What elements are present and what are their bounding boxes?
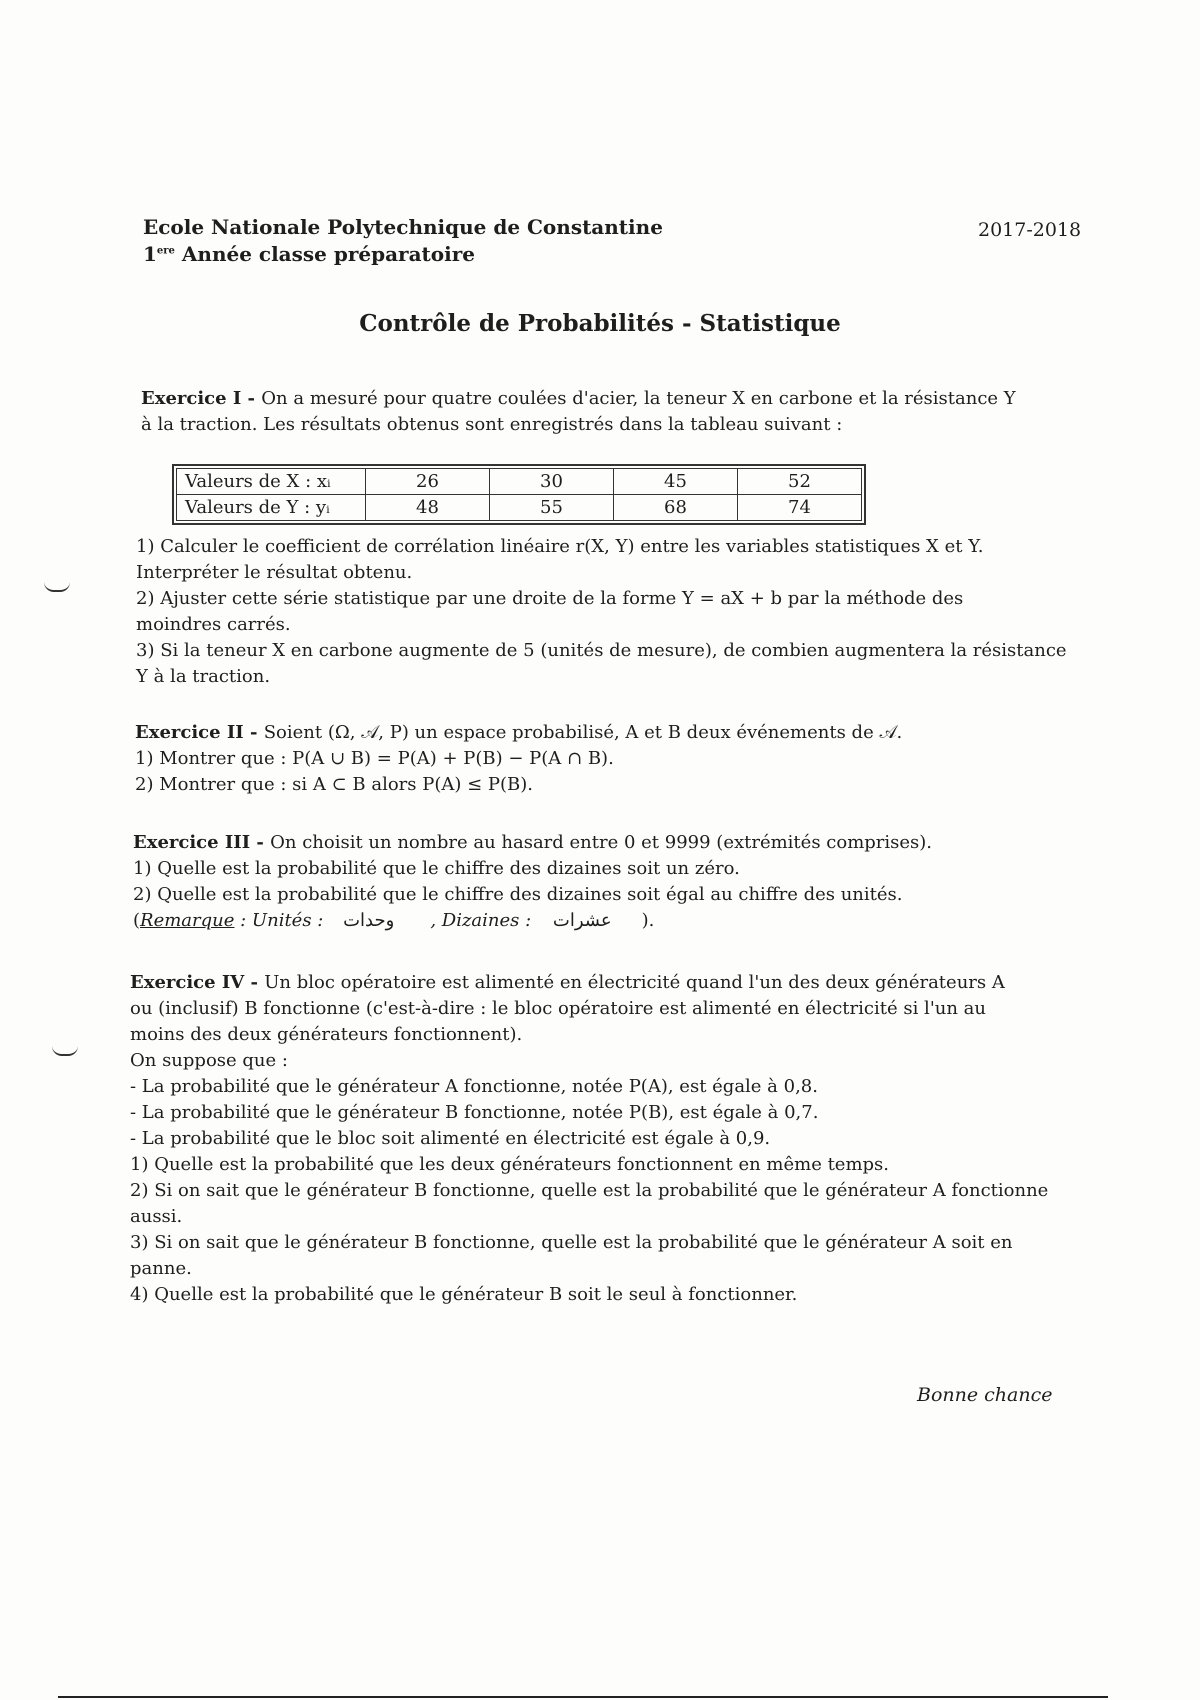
exercise-1 — [141, 386, 1071, 438]
row-x-label: Valeurs de X : xᵢ — [177, 469, 366, 495]
x-value-1: 26 — [366, 469, 490, 495]
remark-label: Remarque — [140, 910, 235, 931]
exercise-2-intro: Soient (Ω, 𝒜, P) un espace probabilisé, A et B deux événements de 𝒜. — [263, 722, 903, 743]
exercise-4-intro-line-3: moins des deux générateurs fonctionnent). — [130, 1024, 523, 1045]
ex2-q2: 2) Montrer que : si A ⊂ B alors P(A) ≤ P(B). — [135, 774, 534, 795]
row-y-label: Valeurs de Y : yᵢ — [177, 495, 366, 521]
exercise-4 — [130, 970, 1075, 1308]
exam-title: Contrôle de Probabilités - Statistique — [359, 310, 841, 337]
academic-year: 2017-2018 — [978, 219, 1082, 241]
x-value-4: 52 — [738, 469, 862, 495]
data-table — [176, 468, 862, 521]
closing-note: Bonne chance — [917, 1384, 1053, 1406]
exercise-1-heading: Exercice I - — [141, 388, 262, 409]
remark-units-arabic: وحدات — [343, 910, 395, 931]
exercise-3-intro: On choisit un nombre au hasard entre 0 et 9999 (extrémités comprises). — [270, 832, 933, 853]
exercise-4-intro-line-2: ou (inclusif) B fonctionne (c'est-à-dire : le bloc opératoire est alimenté en électricité si l'un au — [130, 998, 986, 1019]
ex1-q2-line-1: 2) Ajuster cette série statistique par une droite de la forme Y = aX + b par la méthode des — [136, 588, 964, 609]
ex3-q2: 2) Quelle est la probabilité que le chiffre des dizaines soit égal au chiffre des unités. — [133, 884, 903, 905]
bottom-rule — [58, 1696, 1108, 1698]
ex4-q4: 4) Quelle est la probabilité que le générateur B soit le seul à fonctionner. — [130, 1284, 798, 1305]
exercise-2 — [135, 720, 1075, 798]
table-row-x — [177, 469, 862, 495]
punch-hole-mark — [44, 582, 70, 592]
ex1-q1-line-2: Interpréter le résultat obtenu. — [136, 562, 413, 583]
ex4-hypothesis-3: - La probabilité que le bloc soit alimenté en électricité est égale à 0,9. — [130, 1128, 771, 1149]
table-row-y — [177, 495, 862, 521]
y-value-2: 55 — [490, 495, 614, 521]
exercise-4-heading: Exercice IV - — [130, 972, 265, 993]
ex4-q1: 1) Quelle est la probabilité que les deux générateurs fonctionnent en même temps. — [130, 1154, 890, 1175]
exercise-3-intro-line — [133, 830, 1073, 856]
y-value-3: 68 — [614, 495, 738, 521]
ex1-q3-line-2: Y à la traction. — [136, 666, 271, 687]
exercise-4-intro-line-1 — [130, 970, 1075, 996]
data-table-frame — [172, 464, 866, 525]
ex1-q3-line-1: 3) Si la teneur X en carbone augmente de 5 (unités de mesure), de combien augmentera la résistance — [136, 640, 1067, 661]
ex4-q3-line-1: 3) Si on sait que le générateur B fonctionne, quelle est la probabilité que le générateur A soit en — [130, 1232, 1013, 1253]
class-level — [143, 242, 475, 266]
ex4-q2-line-2: aussi. — [130, 1206, 183, 1227]
exercise-3-heading: Exercice III - — [133, 832, 271, 853]
exercise-1-intro-line-2: à la traction. Les résultats obtenus sont enregistrés dans la tableau suivant : — [141, 414, 843, 435]
class-level-text: Année classe préparatoire — [174, 242, 475, 266]
y-value-4: 74 — [738, 495, 862, 521]
ex4-q2-line-1: 2) Si on sait que le générateur B fonctionne, quelle est la probabilité que le générateur A fonctionne — [130, 1180, 1049, 1201]
ex1-q2-line-2: moindres carrés. — [136, 614, 291, 635]
exercise-1-questions — [136, 534, 1076, 690]
ex4-q3-line-2: panne. — [130, 1258, 192, 1279]
ex4-hypothesis-2: - La probabilité que le générateur B fonctionne, notée P(B), est égale à 0,7. — [130, 1102, 819, 1123]
x-value-3: 45 — [614, 469, 738, 495]
remark-units-label: : Unités : — [234, 910, 324, 931]
exercise-3 — [133, 830, 1073, 934]
y-value-1: 48 — [366, 495, 490, 521]
class-level-number: 1 — [143, 242, 157, 266]
exercise-1-intro: On a mesuré pour quatre coulées d'acier, la teneur X en carbone et la résistance Y — [261, 388, 1016, 409]
exercise-2-intro-line — [135, 720, 1075, 746]
class-level-sup: ere — [156, 245, 175, 257]
punch-hole-mark — [52, 1046, 78, 1056]
exercise-1-intro-line-1 — [141, 386, 1071, 412]
x-value-2: 30 — [490, 469, 614, 495]
exercise-2-heading: Exercice II - — [135, 722, 264, 743]
remark-tens-arabic: عشرات — [552, 910, 612, 931]
ex2-q1: 1) Montrer que : P(A ∪ B) = P(A) + P(B) − P(A ∩ B). — [135, 748, 614, 769]
ex4-hypothesis-1: - La probabilité que le générateur A fonctionne, notée P(A), est égale à 0,8. — [130, 1076, 818, 1097]
ex3-remark: (Remarque : Unités : وحدات , Dizaines : عشرات ). — [133, 910, 655, 931]
ex4-suppose: On suppose que : — [130, 1050, 288, 1071]
exercise-4-intro: Un bloc opératoire est alimenté en électricité quand l'un des deux générateurs A — [264, 972, 1005, 993]
remark-tens-label: , Dizaines : — [430, 910, 532, 931]
ex3-q1: 1) Quelle est la probabilité que le chiffre des dizaines soit un zéro. — [133, 858, 740, 879]
school-name: Ecole Nationale Polytechnique de Constantine — [143, 215, 663, 239]
ex1-q1-line-1: 1) Calculer le coefficient de corrélation linéaire r(X, Y) entre les variables statistiques X et Y. — [136, 536, 984, 557]
